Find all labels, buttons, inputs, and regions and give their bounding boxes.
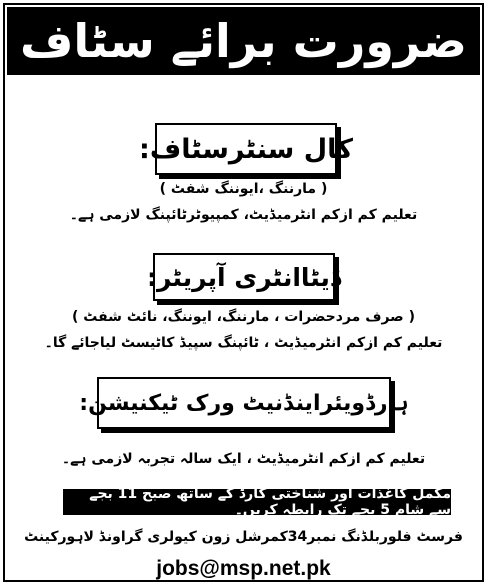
position-title: ڈیٹاانٹری آپریٹر: [146,262,342,292]
position-shift: ( مارننگ ،ایوننگ شفٹ ) [159,181,328,197]
position-title-box-data-entry [146,253,342,301]
position-title: کال سنٹرسٹاف: [139,133,353,165]
position-title: ہارڈویئراینڈنیٹ ورک ٹیکنیشن: [79,390,409,416]
contact-note-box [63,486,451,518]
job-advertisement [3,3,484,582]
position-title-box-hardware [79,377,409,429]
position-requirement: تعلیم کم ازکم انٹرمیڈیٹ ، ٹائپنگ سپیڈ کاٹیسٹ لیاجائے گا۔ [44,335,443,351]
contact-note: مکمل کاغذات اور شناختی کارڈ کے ساتھ صبح 11 بجے سے شام 5 بجے تک رابطہ کریں۔ [89,486,451,518]
headline: ضرورت برائے سٹاف [20,14,467,68]
position-requirement: تعلیم کم ازکم انٹرمیڈیٹ ، ایک سالہ تجربہ لازمی ہے۔ [61,451,426,467]
position-shift: ( صرف مردحضرات ، مارننگ، ایوننگ، نائٹ شفٹ ) [72,309,415,325]
address: فرسٹ فلوربلڈنگ نمبر34کمرشل زون کیولری گراونڈ لاہورکینٹ [24,529,463,545]
email[interactable]: jobs@msp.net.pk [156,557,331,580]
position-title-box-call-center [139,123,353,175]
position-requirement: تعلیم کم ازکم انٹرمیڈیٹ، کمپیوٹرٹائپنگ لازمی ہے۔ [69,207,418,223]
headline-banner [7,7,480,75]
